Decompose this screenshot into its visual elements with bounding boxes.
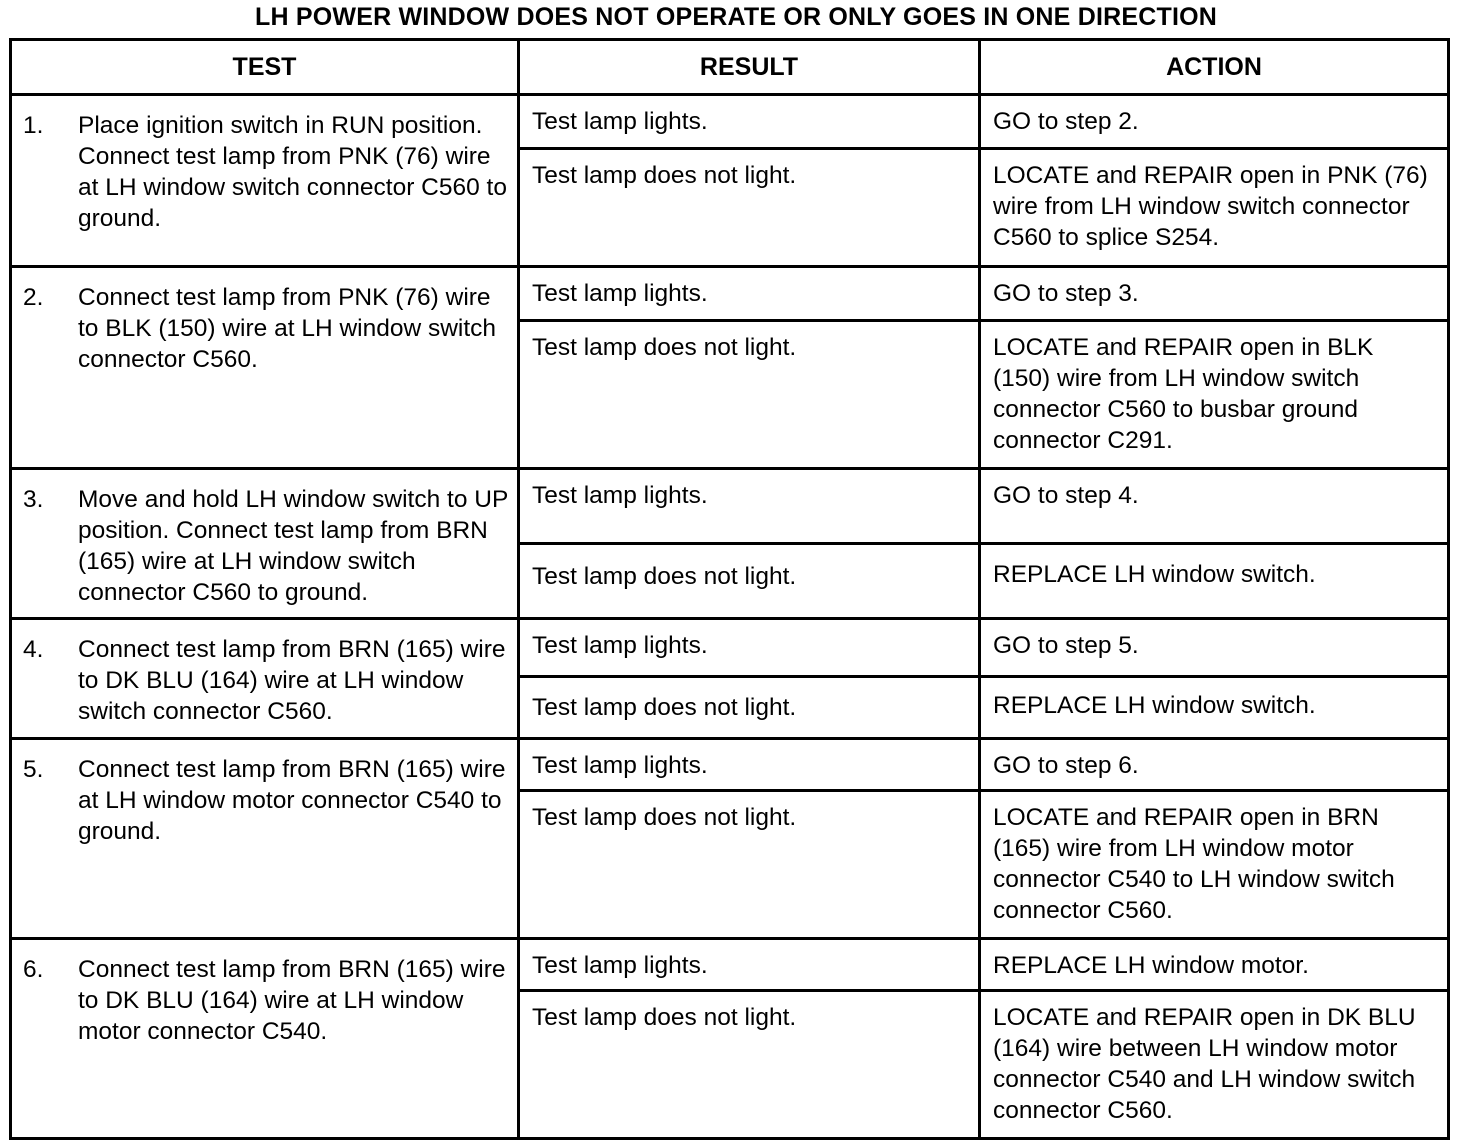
test-description: Move and hold LH window switch to UP position. Connect test lamp from BRN (165) wire at LH window switch connector C560 to ground. <box>78 486 508 606</box>
test-cell <box>11 939 519 1139</box>
header-row <box>11 40 1449 95</box>
table-row <box>11 939 1449 991</box>
action-cell: LOCATE and REPAIR open in BRN (165) wire from LH window motor connector C540 to LH window switch connector C560. <box>980 791 1449 939</box>
test-cell <box>11 619 519 739</box>
test-description: Connect test lamp from PNK (76) wire to BLK (150) wire at LH window switch connector C560. <box>78 284 497 373</box>
action-cell: REPLACE LH window switch. <box>980 544 1449 619</box>
header-test: TEST <box>11 40 519 95</box>
test-cell <box>11 469 519 619</box>
action-cell: GO to step 3. <box>980 267 1449 321</box>
result-cell: Test lamp lights. <box>519 469 980 544</box>
step-number: 5. <box>23 756 44 783</box>
action-cell: REPLACE LH window motor. <box>980 939 1449 991</box>
test-description: Place ignition switch in RUN position. Connect test lamp from PNK (76) wire at LH window switch connector C560 to ground. <box>78 112 507 232</box>
action-cell: LOCATE and REPAIR open in BLK (150) wire from LH window switch connector C560 to busbar ground connector C291. <box>980 321 1449 469</box>
test-description: Connect test lamp from BRN (165) wire to DK BLU (164) wire at LH window switch connector C560. <box>78 636 506 725</box>
test-cell <box>11 95 519 267</box>
header-result: RESULT <box>519 40 980 95</box>
result-cell: Test lamp lights. <box>519 267 980 321</box>
diagnostic-table <box>9 38 1450 1140</box>
table-row <box>11 619 1449 677</box>
step-number: 3. <box>23 486 44 513</box>
table-row <box>11 267 1449 321</box>
page-title: LH POWER WINDOW DOES NOT OPERATE OR ONLY GOES IN ONE DIRECTION <box>255 3 1217 31</box>
step-number: 6. <box>23 956 44 983</box>
action-cell: LOCATE and REPAIR open in DK BLU (164) wire between LH window motor connector C540 and LH window switch connector C560. <box>980 991 1449 1139</box>
result-cell: Test lamp lights. <box>519 739 980 791</box>
result-cell: Test lamp lights. <box>519 95 980 149</box>
step-number: 4. <box>23 636 44 663</box>
header-action: ACTION <box>980 40 1449 95</box>
result-cell: Test lamp does not light. <box>519 149 980 267</box>
result-cell: Test lamp does not light. <box>519 321 980 469</box>
action-cell: REPLACE LH window switch. <box>980 677 1449 739</box>
action-cell: GO to step 4. <box>980 469 1449 544</box>
result-cell: Test lamp lights. <box>519 939 980 991</box>
test-description: Connect test lamp from BRN (165) wire at LH window motor connector C540 to ground. <box>78 756 506 845</box>
result-cell: Test lamp lights. <box>519 619 980 677</box>
step-number: 1. <box>23 112 44 139</box>
action-cell: LOCATE and REPAIR open in PNK (76) wire from LH window switch connector C560 to splice S254. <box>980 149 1449 267</box>
table-row <box>11 95 1449 149</box>
test-description: Connect test lamp from BRN (165) wire to DK BLU (164) wire at LH window motor connector C540. <box>78 956 506 1045</box>
action-cell: GO to step 2. <box>980 95 1449 149</box>
test-cell <box>11 267 519 469</box>
action-cell: GO to step 5. <box>980 619 1449 677</box>
result-cell: Test lamp does not light. <box>519 677 980 739</box>
test-cell <box>11 739 519 939</box>
result-cell: Test lamp does not light. <box>519 544 980 619</box>
step-number: 2. <box>23 284 44 311</box>
result-cell: Test lamp does not light. <box>519 791 980 939</box>
action-cell: GO to step 6. <box>980 739 1449 791</box>
result-cell: Test lamp does not light. <box>519 991 980 1139</box>
table-row <box>11 739 1449 791</box>
table-row <box>11 469 1449 544</box>
